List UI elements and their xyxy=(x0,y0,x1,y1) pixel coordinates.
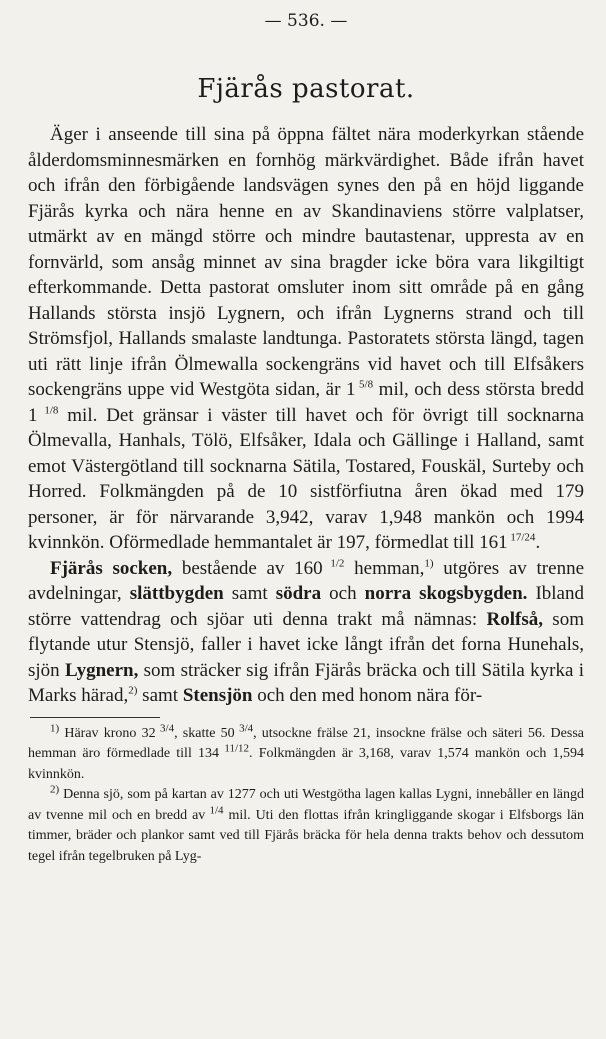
text-run: Ibland större vattendrag och sjöar uti denna trakt må nämnas: xyxy=(28,583,584,630)
text-run: utgöres av trenne avdelningar, xyxy=(28,557,584,604)
text-run: som flytande utur Stensjö, faller i havet icke långt ifrån det forna Hunehals, sjön xyxy=(28,608,584,681)
text-run: mil. Det gränsar i väster till havet och för övrigt till socknarna Ölmevalla, Hanhals, Tölö, Elfsåker, Idala och Gällinge i Halland, samt emot Västergötland till socknarna Sätila, Tostared, Fouskäl, Surteby och Horred. Folkmängden på de 10 sistförfiutna åren ökad med 179 personer, är för närvarande 3,942, varav 1,948 mankön och 1994 kvinnkön. Oförmedlade hemmantalet är 197, förmedlat till 161 xyxy=(28,404,585,553)
bold-term: Stensjön xyxy=(182,685,253,706)
fraction: 3/4 xyxy=(160,721,175,734)
text-run: . xyxy=(535,532,541,553)
footnote-ref: 1) xyxy=(424,557,434,570)
footnotes xyxy=(28,721,585,868)
text-run: hemman, xyxy=(344,557,425,579)
fraction: 5/8 xyxy=(359,378,374,391)
text-run: och xyxy=(321,583,365,604)
bold-term: norra skogsbygden. xyxy=(364,583,528,604)
text-run: bestående av 160 xyxy=(172,557,323,579)
fraction: 1/4 xyxy=(209,803,224,816)
text-run: som sträcker sig ifrån Fjärås bräcka och till Sätila kyrka i Marks härad, xyxy=(28,659,584,706)
fraction: 3/4 xyxy=(239,721,254,734)
paragraph-pastorat xyxy=(28,122,584,556)
bold-term: Fjärås socken, xyxy=(50,557,173,579)
bold-term: Lygnern, xyxy=(64,659,139,681)
footnote-ref: 2) xyxy=(128,684,138,697)
body-text xyxy=(28,122,584,709)
footnote-marker: 2) xyxy=(50,783,60,796)
footnote-2 xyxy=(28,785,584,867)
text-run: samt xyxy=(223,583,276,604)
fraction: 1/2 xyxy=(330,557,345,570)
text-run: . Folkmängden är 3,168, varav 1,574 mankön och 1,594 kvinnkön. xyxy=(28,746,585,782)
footnote-marker: 1) xyxy=(50,721,60,734)
text-run: samt xyxy=(137,685,183,706)
text-run: Äger i anseende till sina på öppna fältet nära moderkyrkan stående ålderdomsminnesmärken en fornhög märkvärdighet. Både ifrån havet och ifrån den förbigående landsvägen synes den på en höjd liggande Fjärås kyrka och nära henne en av Skandinaviens större valplatser, utmärkt av en mängd större och mindre bautastenar, uppresta av en fornvärld, som ansåg minnet av sina bragder icke böra vara likgiltigt efterkommande. Detta pastorat omsluter inom sitt område på en gång Hallands största insjö Lygnern, och ifrån Lygnerns strand och till Strömsfjol, Hallands smalaste landtunga. Pastoratets största längd, tagen uti rätt linje ifrån Ölmewalla sockengräns vid havet och till Elfsåkers sockengräns uppe vid Westgöta sidan, är 1 xyxy=(28,124,584,400)
text-run: , utsockne frälse 21, insockne frälse och säteri 56. Dessa hemman äro förmedlade till 134 xyxy=(28,725,584,761)
bold-term: södra xyxy=(275,583,322,604)
footnote-1 xyxy=(28,721,585,786)
text-run: mil, och dess största bredd 1 xyxy=(28,379,585,426)
text-run: och den med honom nära för- xyxy=(252,685,483,706)
fraction: 11/12 xyxy=(224,742,250,755)
paragraph-fjaras-socken xyxy=(28,556,584,709)
section-title: Fjärås pastorat. xyxy=(197,74,415,104)
bold-term: Rolfså, xyxy=(486,608,543,630)
footnote-divider xyxy=(30,717,160,718)
bold-term: slättbygden xyxy=(129,583,224,604)
page-number: — 536. — xyxy=(264,11,348,31)
text-run: mil. Uti den flottas ifrån kringliggande skogar i Elfsborgs län timmer, bräder och plankor samt ved till Fjärås bräcka för hela denna trakts behov och dessutom tegel ifrån tegelbruken på Lyg- xyxy=(28,807,585,864)
text-run: , skatte 50 xyxy=(174,725,235,741)
text-run: Härav krono 32 xyxy=(59,725,156,741)
fraction: 1/8 xyxy=(44,404,59,417)
text-run: Denna sjö, som på kartan av 1277 och uti Westgötha lagen kallas Lygni, innebåller en längd av tvenne mil och en bredd av xyxy=(28,787,584,823)
fraction: 17/24 xyxy=(510,531,536,544)
